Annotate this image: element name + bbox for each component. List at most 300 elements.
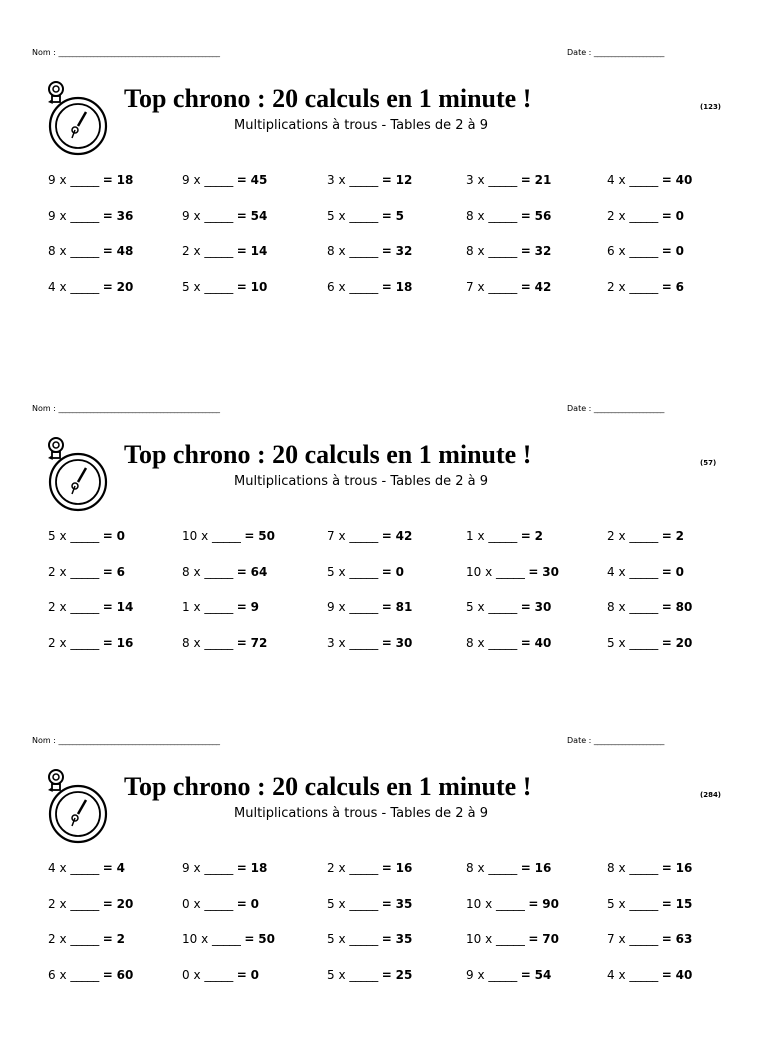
times-sign: x — [338, 244, 346, 258]
answer-blank[interactable]: _____ — [349, 173, 378, 187]
equals-sign: = — [236, 564, 247, 579]
result: 15 — [675, 896, 693, 911]
equals-sign: = — [102, 861, 113, 875]
answer-blank[interactable]: _____ — [70, 279, 99, 294]
times-sign: x — [193, 279, 201, 294]
exercise — [48, 636, 133, 650]
exercise — [466, 897, 559, 911]
answer-blank[interactable]: _____ — [629, 244, 658, 258]
answer-blank[interactable]: _____ — [629, 564, 658, 579]
times-sign: x — [618, 861, 626, 875]
answer-blank[interactable]: _____ — [629, 173, 658, 187]
factor: 5 — [327, 967, 335, 982]
answer-blank[interactable]: _____ — [349, 600, 378, 614]
answer-blank[interactable]: _____ — [70, 173, 99, 187]
answer-blank[interactable]: _____ — [629, 529, 658, 543]
exercise — [48, 173, 133, 187]
nom-label: Nom : — [32, 736, 59, 745]
answer-blank[interactable]: _____ — [496, 932, 525, 946]
factor: 3 — [327, 635, 335, 650]
result: 36 — [116, 208, 134, 223]
times-sign: x — [618, 564, 626, 579]
worksheet — [0, 734, 768, 1054]
result: 70 — [542, 932, 559, 946]
result: 80 — [675, 600, 693, 614]
factor: 9 — [327, 600, 335, 614]
answer-blank[interactable]: _____ — [349, 932, 378, 946]
factor: 8 — [466, 635, 474, 650]
times-sign: x — [59, 564, 67, 579]
result: 0 — [250, 967, 259, 982]
factor: 10 — [182, 529, 198, 543]
result: 18 — [250, 861, 268, 875]
factor: 9 — [182, 861, 190, 875]
answer-blank[interactable]: _____ — [70, 861, 99, 875]
times-sign: x — [193, 244, 201, 258]
result: 4 — [116, 861, 125, 875]
equals-sign: = — [661, 861, 672, 875]
answer-blank[interactable]: _____ — [349, 896, 378, 911]
result: 40 — [675, 173, 693, 187]
date-label: Date : — [567, 48, 594, 57]
exercise — [327, 529, 412, 543]
times-sign: x — [59, 861, 67, 875]
equals-sign: = — [381, 208, 392, 223]
result: 63 — [675, 932, 693, 946]
factor: 2 — [607, 279, 615, 294]
equals-sign: = — [236, 208, 247, 223]
times-sign: x — [59, 208, 67, 223]
equals-sign: = — [661, 173, 672, 187]
exercise — [466, 932, 559, 946]
times-sign: x — [618, 279, 626, 294]
factor: 2 — [48, 564, 56, 579]
factor: 7 — [466, 279, 474, 294]
exercise — [466, 600, 551, 614]
result: 2 — [675, 529, 684, 543]
exercise-row — [0, 636, 768, 672]
exercise — [182, 280, 267, 294]
exercise — [48, 244, 133, 258]
times-sign: x — [338, 208, 346, 223]
exercise — [48, 529, 125, 543]
result: 35 — [395, 932, 413, 946]
equals-sign: = — [102, 600, 113, 614]
result: 50 — [258, 529, 275, 543]
result: 48 — [116, 244, 134, 258]
times-sign: x — [193, 967, 201, 982]
times-sign: x — [193, 600, 201, 614]
result: 9 — [250, 600, 259, 614]
equals-sign: = — [236, 861, 247, 875]
equals-sign: = — [102, 932, 113, 946]
exercise — [182, 968, 259, 982]
exercise — [48, 932, 125, 946]
exercise-row — [0, 600, 768, 636]
times-sign: x — [618, 173, 626, 187]
answer-blank[interactable]: _____ — [488, 279, 517, 294]
times-sign: x — [338, 173, 346, 187]
times-sign: x — [201, 529, 209, 543]
factor: 3 — [466, 173, 474, 187]
date-line[interactable]: ____________________ — [593, 736, 664, 745]
result: 2 — [116, 932, 125, 946]
exercise — [182, 565, 267, 579]
factor: 8 — [182, 635, 190, 650]
times-sign: x — [201, 932, 209, 946]
nom-line[interactable]: ______________________________________________ — [58, 736, 220, 745]
result: 2 — [534, 529, 543, 543]
equals-sign: = — [381, 967, 392, 982]
exercise — [466, 861, 551, 875]
exercise — [182, 209, 267, 223]
date-line[interactable]: ____________________ — [593, 404, 664, 413]
answer-blank[interactable]: _____ — [488, 600, 517, 614]
exercise-row — [0, 932, 768, 968]
exercise — [48, 209, 133, 223]
answer-blank[interactable]: _____ — [204, 861, 233, 875]
worksheet-code: (57) — [700, 459, 717, 467]
equals-sign: = — [102, 896, 113, 911]
exercise — [466, 280, 551, 294]
equals-sign: = — [236, 244, 247, 258]
equals-sign: = — [528, 896, 539, 911]
result: 40 — [534, 635, 552, 650]
times-sign: x — [618, 896, 626, 911]
times-sign: x — [59, 600, 67, 614]
factor: 4 — [607, 967, 615, 982]
exercise — [466, 244, 551, 258]
answer-blank[interactable]: _____ — [629, 208, 658, 223]
exercise — [48, 897, 133, 911]
answer-blank[interactable]: _____ — [70, 600, 99, 614]
answer-blank[interactable]: _____ — [488, 529, 517, 543]
answer-blank[interactable]: _____ — [496, 896, 525, 911]
nom-field[interactable] — [32, 736, 219, 745]
result: 25 — [395, 967, 413, 982]
equals-sign: = — [236, 279, 247, 294]
equals-sign: = — [381, 244, 392, 258]
equals-sign: = — [102, 967, 113, 982]
exercise — [466, 209, 551, 223]
equals-sign: = — [381, 173, 392, 187]
answer-blank[interactable]: _____ — [70, 932, 99, 946]
times-sign: x — [338, 564, 346, 579]
exercise — [327, 173, 412, 187]
worksheet-title: Top chrono : 20 calculs en 1 minute ! — [124, 440, 532, 469]
exercise — [607, 173, 692, 187]
worksheet-code: (284) — [700, 791, 722, 799]
answer-blank[interactable]: _____ — [349, 635, 378, 650]
equals-sign: = — [381, 529, 392, 543]
answer-blank[interactable]: _____ — [349, 967, 378, 982]
answer-blank[interactable]: _____ — [70, 208, 99, 223]
answer-blank[interactable]: _____ — [496, 564, 525, 579]
result: 0 — [675, 564, 684, 579]
exercise — [607, 565, 684, 579]
times-sign: x — [338, 896, 346, 911]
equals-sign: = — [236, 967, 247, 982]
equals-sign: = — [661, 600, 672, 614]
answer-blank[interactable]: _____ — [204, 208, 233, 223]
exercise-row — [0, 968, 768, 1004]
times-sign: x — [477, 279, 485, 294]
answer-blank[interactable]: _____ — [488, 244, 517, 258]
result: 16 — [534, 861, 552, 875]
factor: 0 — [182, 896, 190, 911]
factor: 5 — [327, 208, 335, 223]
result: 0 — [675, 244, 684, 258]
nom-field[interactable] — [32, 48, 219, 57]
stopwatch-icon — [44, 768, 108, 846]
answer-blank[interactable]: _____ — [629, 635, 658, 650]
exercise — [466, 529, 543, 543]
times-sign: x — [618, 529, 626, 543]
result: 20 — [116, 896, 134, 911]
answer-blank[interactable]: _____ — [204, 967, 233, 982]
factor: 8 — [182, 564, 190, 579]
factor: 5 — [607, 635, 615, 650]
result: 16 — [675, 861, 693, 875]
result: 60 — [116, 967, 134, 982]
exercise — [182, 173, 267, 187]
exercise — [327, 897, 412, 911]
worksheet-subtitle: Multiplications à trous - Tables de 2 à 9 — [234, 474, 489, 489]
equals-sign: = — [661, 564, 672, 579]
answer-blank[interactable]: _____ — [70, 896, 99, 911]
answer-blank[interactable]: _____ — [629, 967, 658, 982]
equals-sign: = — [520, 600, 531, 614]
answer-blank[interactable]: _____ — [204, 564, 233, 579]
factor: 2 — [48, 896, 56, 911]
factor: 5 — [327, 932, 335, 946]
answer-blank[interactable]: _____ — [204, 279, 233, 294]
exercise — [48, 600, 133, 614]
times-sign: x — [338, 861, 346, 875]
exercise — [607, 897, 692, 911]
equals-sign: = — [381, 932, 392, 946]
factor: 6 — [607, 244, 615, 258]
exercise — [466, 173, 551, 187]
worksheet — [0, 46, 768, 366]
result: 30 — [534, 600, 552, 614]
result: 18 — [395, 279, 413, 294]
factor: 5 — [466, 600, 474, 614]
exercise — [182, 636, 267, 650]
exercise — [182, 244, 267, 258]
answer-blank[interactable]: _____ — [70, 564, 99, 579]
answer-blank[interactable]: _____ — [349, 244, 378, 258]
exercise-grid — [0, 861, 768, 1003]
answer-blank[interactable]: _____ — [349, 564, 378, 579]
answer-blank[interactable]: _____ — [204, 896, 233, 911]
answer-blank[interactable]: _____ — [204, 244, 233, 258]
times-sign: x — [59, 529, 67, 543]
answer-blank[interactable]: _____ — [70, 529, 99, 543]
answer-blank[interactable]: _____ — [488, 861, 517, 875]
factor: 10 — [466, 564, 482, 579]
result: 42 — [534, 279, 552, 294]
equals-sign: = — [528, 564, 539, 579]
exercise — [182, 932, 275, 946]
result: 20 — [675, 635, 693, 650]
equals-sign: = — [661, 208, 672, 223]
date-line[interactable]: ____________________ — [593, 48, 664, 57]
exercise — [327, 636, 412, 650]
answer-blank[interactable]: _____ — [629, 279, 658, 294]
times-sign: x — [338, 635, 346, 650]
factor: 0 — [182, 967, 190, 982]
answer-blank[interactable]: _____ — [204, 635, 233, 650]
answer-blank[interactable]: _____ — [349, 861, 378, 875]
answer-blank[interactable]: _____ — [629, 861, 658, 875]
times-sign: x — [193, 564, 201, 579]
answer-blank[interactable]: _____ — [488, 967, 517, 982]
result: 0 — [250, 896, 259, 911]
answer-blank[interactable]: _____ — [349, 279, 378, 294]
result: 45 — [250, 173, 268, 187]
equals-sign: = — [244, 529, 255, 543]
answer-blank[interactable]: _____ — [204, 600, 233, 614]
equals-sign: = — [102, 173, 113, 187]
factor: 5 — [48, 529, 56, 543]
nom-line[interactable]: ______________________________________________ — [58, 404, 220, 413]
exercise-row — [0, 565, 768, 601]
answer-blank[interactable]: _____ — [629, 932, 658, 946]
equals-sign: = — [381, 600, 392, 614]
equals-sign: = — [102, 635, 113, 650]
answer-blank[interactable]: _____ — [70, 635, 99, 650]
factor: 8 — [48, 244, 56, 258]
times-sign: x — [477, 529, 485, 543]
times-sign: x — [193, 896, 201, 911]
worksheet-subtitle: Multiplications à trous - Tables de 2 à 9 — [234, 806, 489, 821]
exercise — [182, 600, 259, 614]
answer-blank[interactable]: _____ — [204, 173, 233, 187]
answer-blank[interactable]: _____ — [70, 967, 99, 982]
exercise — [327, 280, 412, 294]
times-sign: x — [618, 600, 626, 614]
answer-blank[interactable]: _____ — [349, 529, 378, 543]
factor: 4 — [48, 861, 56, 875]
exercise — [607, 209, 684, 223]
date-field[interactable] — [567, 404, 664, 413]
answer-blank[interactable]: _____ — [488, 208, 517, 223]
date-label: Date : — [567, 404, 594, 413]
exercise — [327, 932, 412, 946]
times-sign: x — [193, 208, 201, 223]
equals-sign: = — [381, 279, 392, 294]
times-sign: x — [477, 861, 485, 875]
exercise — [607, 280, 684, 294]
equals-sign: = — [520, 173, 531, 187]
date-field[interactable] — [567, 736, 664, 745]
header-fields — [0, 734, 768, 748]
answer-blank[interactable]: _____ — [629, 896, 658, 911]
result: 81 — [395, 600, 413, 614]
answer-blank[interactable]: _____ — [212, 932, 241, 946]
exercise — [48, 565, 125, 579]
answer-blank[interactable]: _____ — [349, 208, 378, 223]
answer-blank[interactable]: _____ — [70, 244, 99, 258]
equals-sign: = — [661, 279, 672, 294]
exercise — [182, 897, 259, 911]
result: 56 — [534, 208, 552, 223]
answer-blank[interactable]: _____ — [629, 600, 658, 614]
exercise — [466, 968, 551, 982]
result: 0 — [395, 564, 404, 579]
times-sign: x — [618, 932, 626, 946]
equals-sign: = — [236, 635, 247, 650]
factor: 8 — [466, 244, 474, 258]
equals-sign: = — [236, 896, 247, 911]
factor: 10 — [466, 932, 482, 946]
factor: 2 — [607, 208, 615, 223]
factor: 2 — [48, 932, 56, 946]
equals-sign: = — [528, 932, 539, 946]
answer-blank[interactable]: _____ — [488, 635, 517, 650]
result: 50 — [258, 932, 275, 946]
exercise — [607, 932, 692, 946]
times-sign: x — [618, 967, 626, 982]
equals-sign: = — [102, 529, 113, 543]
exercise — [327, 565, 404, 579]
result: 32 — [395, 244, 413, 258]
equals-sign: = — [381, 861, 392, 875]
times-sign: x — [618, 208, 626, 223]
exercise — [607, 636, 692, 650]
worksheet-code: (123) — [700, 103, 722, 111]
answer-blank[interactable]: _____ — [212, 529, 241, 543]
equals-sign: = — [520, 279, 531, 294]
factor: 1 — [466, 529, 474, 543]
answer-blank[interactable]: _____ — [488, 173, 517, 187]
nom-line[interactable]: ______________________________________________ — [58, 48, 220, 57]
exercise — [327, 968, 412, 982]
times-sign: x — [59, 967, 67, 982]
result: 12 — [395, 173, 413, 187]
nom-field[interactable] — [32, 404, 219, 413]
equals-sign: = — [661, 932, 672, 946]
factor: 8 — [607, 861, 615, 875]
equals-sign: = — [520, 244, 531, 258]
worksheet-title: Top chrono : 20 calculs en 1 minute ! — [124, 772, 532, 801]
times-sign: x — [193, 861, 201, 875]
result: 14 — [116, 600, 134, 614]
equals-sign: = — [102, 244, 113, 258]
factor: 9 — [48, 173, 56, 187]
result: 16 — [395, 861, 413, 875]
date-label: Date : — [567, 736, 594, 745]
worksheet — [0, 402, 768, 722]
header-fields — [0, 402, 768, 416]
equals-sign: = — [381, 564, 392, 579]
factor: 6 — [48, 967, 56, 982]
exercise-row — [0, 529, 768, 565]
times-sign: x — [59, 932, 67, 946]
factor: 8 — [327, 244, 335, 258]
nom-label: Nom : — [32, 48, 59, 57]
factor: 8 — [607, 600, 615, 614]
result: 21 — [534, 173, 552, 187]
exercise — [607, 529, 684, 543]
times-sign: x — [59, 279, 67, 294]
date-field[interactable] — [567, 48, 664, 57]
equals-sign: = — [102, 564, 113, 579]
exercise — [607, 244, 684, 258]
stopwatch-icon — [44, 436, 108, 514]
times-sign: x — [477, 967, 485, 982]
